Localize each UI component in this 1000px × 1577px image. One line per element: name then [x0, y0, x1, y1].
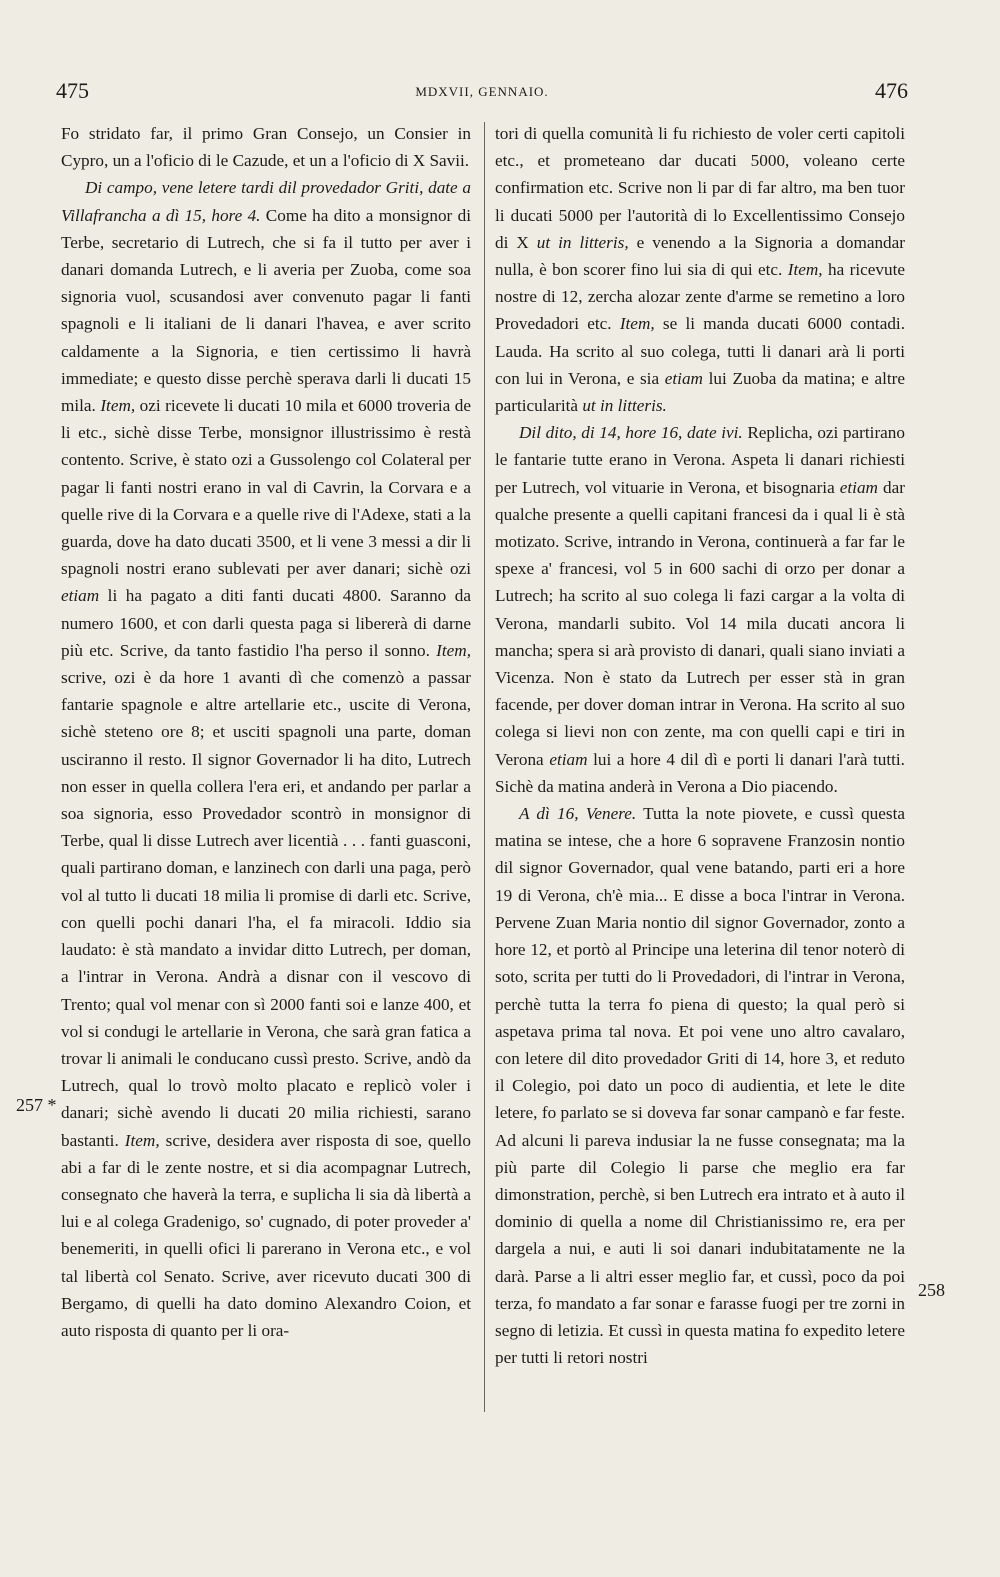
- italic-text-run: Dil dito, di 14, hore 16, date ivi.: [519, 423, 743, 443]
- italic-text-run: Item,: [436, 640, 471, 660]
- italic-text-run: A dì 16, Venere.: [519, 804, 637, 824]
- text-run: Tutta la note piovete, e cussì questa matina se intese, che a hore 6 sopravene Franzosin nontio dil signor Governador, qual vene batando, parti eri a hore 19 di Verona, ch'è mia... E disse a boca l'intrar in Verona. Pervene Zuan Maria nontio dil signor Governador, zonto a hore 12, et portò al Principe una leterina dil tenor noterò di soto, scrita per tutti do li Provedadori, di l'intrar in Verona, perchè tutta la terra fo piena di questo; la qual però si aspetava prima tal nova. Et poi vene uno altro cavalaro, con letere dil dito provedador Griti di 14, hore 3, et reduto il Colegio, poi dato un poco di audientia, et lete le dite letere, fo parlato se si doveva far sonar campanò e far feste. Ad alcuni li pareva indusiar la ne fusse consegnata; ma la più parte dil Colegio li parse che meglio era far dimonstration, perchè, si ben Lutrech era intrato et à auto il dominio di quella a nome dil Christianissimo re, era per dargela a nui, e auti li soi danari indubitatamente ne la darà. Parse a li altri esser meglio far, et cussì, poco da poi terza, fo mandato a far sonar e farasse fuogi per tre zorni in segno di letizia. Et cussì in questa matina fo expedito letere per tutti li retori nostri: [495, 804, 905, 1368]
- running-header: [56, 78, 908, 108]
- italic-text-run: etiam: [549, 749, 588, 769]
- margin-reference-left: 257 *: [16, 1095, 57, 1115]
- text-run: Fo stridato far, il primo Gran Consejo, un Consier in Cypro, un a l'oficio di le Cazude, et un a l'oficio di X Savii.: [61, 124, 471, 171]
- italic-text-run: Item,: [124, 1130, 160, 1150]
- text-run: se li manda ducati 6000 contadi. Lauda. Ha scrito al suo colega, tutti li danari arà li porti con lui in Verona, e sia: [495, 314, 905, 388]
- italic-text-run: Item,: [787, 260, 823, 280]
- italic-text-run: Item,: [619, 314, 655, 334]
- text-run: ozi ricevete li ducati 10 mila et 6000 troveria de li etc., sichè disse Terbe, monsignor illustrissimo è restà contento. Scrive, è stato ozi a Gussolengo col Colateral per pagar li fanti nostri erano in val di Cavrin, la Corvara e a quelle rive di la Corvara e a quelle rive di l'Adexe, stati a la guarda, dove ha dato ducati 3500, et li vene 3 messi a dir li spagnoli nostri erano sublevati per aver danari; sichè ozi: [61, 396, 471, 579]
- text-run: li ha pagato a diti fanti ducati 4800. Saranno da numero 1600, et con darli questa paga si libererà di darne più etc. Scrive, da tanto fastidio l'ha perso il sonno.: [61, 586, 471, 660]
- text-run: tori di quella comunità li fu richiesto de voler certi capitoli etc., et prometeano dar ducati 5000, voleano certe confirmation etc. Scrive non li par di far altro, ma ben tuor li ducati 5000 per l'autorità di lo Excellentissimo Consejo di X: [495, 124, 905, 252]
- italic-text-run: etiam: [61, 586, 100, 606]
- italic-text-run: Item,: [100, 396, 136, 416]
- italic-text-run: ut in litteris,: [536, 232, 629, 252]
- page-number-right: 476: [875, 78, 908, 103]
- text-run: ha ricevute nostre di 12, zercha alozar zente d'arme se remetino a loro Provedadori etc.: [495, 260, 905, 334]
- right-column: [495, 120, 905, 1371]
- text-run: Replicha, ozi partirano le fantarie tutte erano in Verona. Aspeta li danari richiesti per Lutrech, vol vituarie in Verona, et bisognaria: [495, 423, 905, 497]
- text-run: dar qualche presente a quelli capitani francesi da i qual li è stà motizato. Scrive, intrando in Verona, continuerà a far far le spexe a' francesi, vol 5 in 600 sachi di orzo per donar a Lutrech; ha scrito al suo colega li fazi cargar a la volta di Verona, mandarli subito. Vol 14 mila ducati ancora li mancha; spera si arà provisto di danari, quali siano inviati a Vicenza. Non è stato da Lutrech per esser stà in gran facende, per dover doman intrar in Verona. Ha scrito al suo colega si lievi non con zente, ma con quelli capi e tiri in Verona: [495, 477, 905, 769]
- text-run: lui Zuoba da matina; e altre particularità: [495, 368, 905, 416]
- paragraph: [495, 120, 905, 419]
- italic-text-run: etiam: [664, 368, 703, 388]
- paragraph: [61, 120, 471, 174]
- left-column: [61, 120, 471, 1344]
- text-run: lui a hore 4 dil dì e porti li danari l'arà tutti. Sichè da matina anderà in Verona a Dio piacendo.: [495, 749, 905, 796]
- italic-text-run: etiam: [839, 477, 878, 497]
- margin-reference-right: 258: [918, 1280, 945, 1300]
- running-title: MDXVII, GENNAIO.: [415, 84, 549, 99]
- paragraph: [495, 800, 905, 1371]
- column-divider: [484, 122, 485, 1412]
- paragraph: [61, 174, 471, 1344]
- italic-text-run: ut in litteris.: [582, 396, 667, 416]
- text-run: scrive, desidera aver risposta di soe, quello abi a far di le zente nostre, et si dia acompagnar Lutrech, consegnato che haverà la terra, e suplicha li sia dà libertà a lui e al colega Gradenigo, so' cugnado, di poter proveder a' benemeriti, in quelli ofici li parerano in Verona etc., e vol tal libertà col Senato. Scrive, aver ricevuto ducati 300 di Bergamo, di quelli ha dato domino Alexandro Coion, et auto risposta di quanto per li ora-: [61, 1130, 471, 1340]
- text-run: scrive, ozi è da hore 1 avanti dì che comenzò a passar fantarie spagnole e altre artellarie etc., uscite di Verona, sichè steteno ore 8; et usciti spagnoli una parte, doman usciranno il resto. Il signor Governador li ha dito, Lutrech non esser in quella collera l'era eri, et andando per parlar a soa signoria, esso Provedador scontrò in monsignor di Terbe, qual li disse Lutrech aver licentià . . . fanti guasconi, quali partirano doman, e lanzinech con darli una paga, però vol al tutto li ducati 18 milia li promise di darli etc. Scrive, con quelli pochi danari l'ha, el fa miracoli. Iddio sia laudato: è stà mandato a invidar ditto Lutrech, per doman, a l'intrar in Verona. Andrà a disnar con il vescovo di Trento; qual vol menar con sì 2000 fanti soi e lanze 400, et vol si condugi le artellarie in Verona, che sarà gran fatica a trovar li animali le conducano cussì presto. Scrive, andò da Lutrech, qual lo trovò molto placato e replicò voler i danari; sichè avendo li ducati 20 milia richiesti, sarano bastanti.: [61, 668, 471, 1150]
- paragraph: [495, 419, 905, 800]
- text-run: Come ha dito a monsignor di Terbe, secretario di Lutrech, che si fa il tutto per aver i danari domanda Lutrech, e li averia per Zuoba, come soa signoria vuol, scusandosi aver convenuto pagar li fanti spagnoli e li italiani de li danari l'havea, e aver scrito caldamente a la Signoria, e tien certissimo li havrà immediate; e questo disse perchè sperava darli li ducati 15 mila.: [61, 205, 471, 416]
- page-number-left: 475: [56, 78, 89, 103]
- text-run: e venendo a la Signoria a domandar nulla, è bon scorer fino lui sia di qui etc.: [495, 232, 906, 280]
- italic-text-run: Di campo, vene letere tardi dil provedador Griti, date a Villafrancha a dì 15, hore 4.: [61, 178, 471, 225]
